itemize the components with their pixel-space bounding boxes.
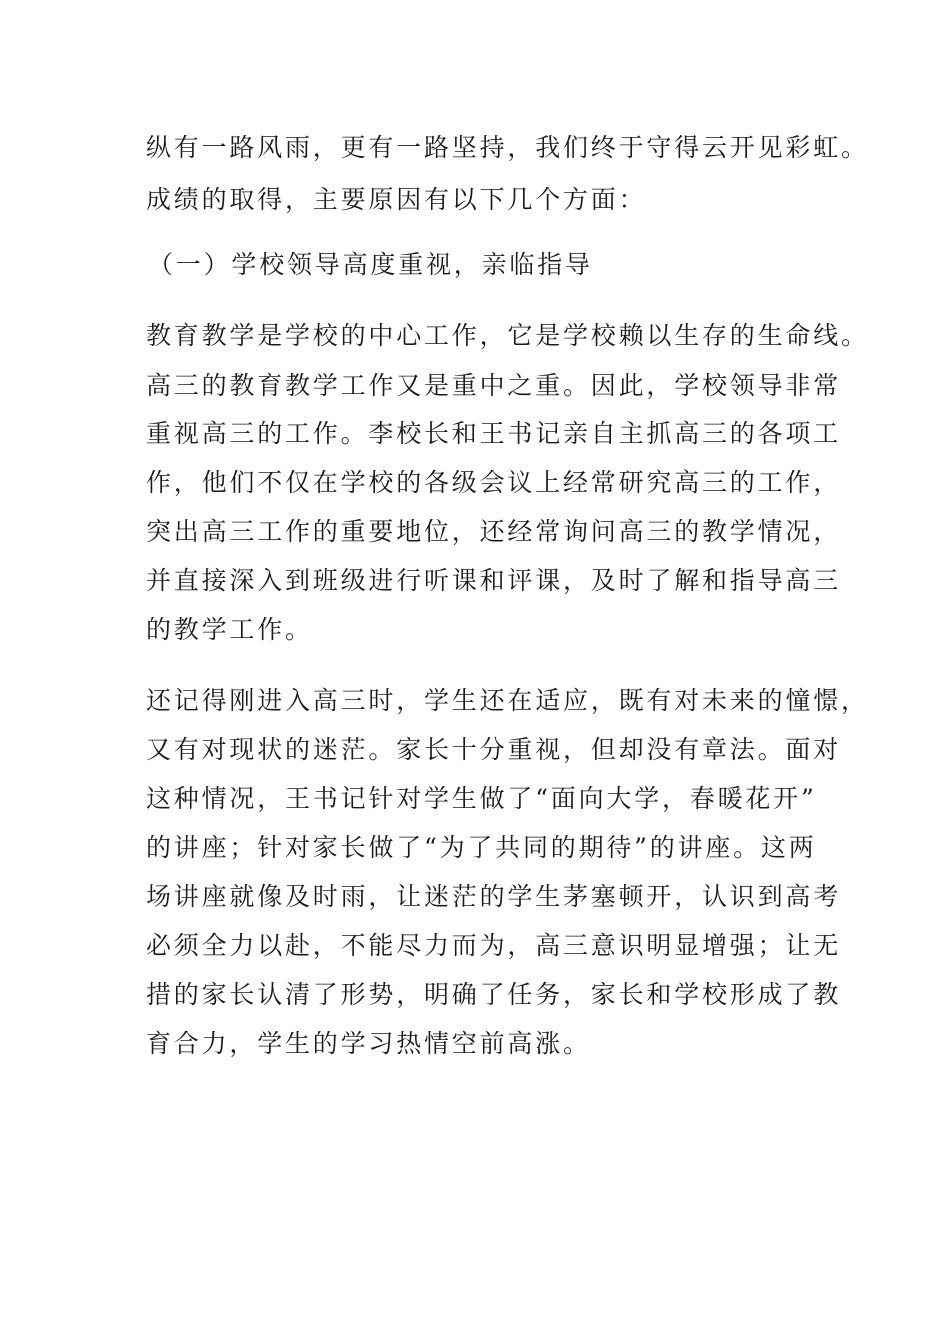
text-line: 并直接深入到班级进行听课和评课，及时了解和指导高三 — [146, 566, 842, 595]
text-line: 纵有一路风雨，更有一路坚持，我们终于守得云开见彩虹。 — [146, 133, 869, 162]
text-line: 还记得刚进入高三时，学生还在适应，既有对未来的憧憬， — [146, 686, 869, 715]
text-line: 育合力，学生的学习热情空前高涨。 — [146, 1029, 591, 1058]
section-heading: （一）学校领导高度重视，亲临指导 — [148, 250, 593, 279]
text-line: 又有对现状的迷茫。家长十分重视，但却没有章法。面对 — [146, 735, 842, 764]
text-line: 成绩的取得，主要原因有以下几个方面： — [146, 185, 647, 214]
text-line: 措的家长认清了形势，明确了任务，家长和学校形成了教 — [146, 980, 842, 1009]
text-line: 教育教学是学校的中心工作，它是学校赖以生存的生命线。 — [146, 321, 869, 350]
text-line: 的讲座；针对家长做了“为了共同的期待”的讲座。这两 — [146, 833, 817, 862]
text-line: 突出高三工作的重要地位，还经常询问高三的教学情况， — [146, 517, 842, 546]
text-line: 作，他们不仅在学校的各级会议上经常研究高三的工作， — [146, 468, 842, 497]
text-line: 必须全力以赴，不能尽力而为，高三意识明显增强；让无 — [146, 931, 842, 960]
text-line: 的教学工作。 — [146, 615, 313, 644]
text-line: 高三的教育教学工作又是重中之重。因此，学校领导非常 — [146, 371, 842, 400]
text-line: 场讲座就像及时雨，让迷茫的学生茅塞顿开，认识到高考 — [146, 882, 842, 911]
text-line: 重视高三的工作。李校长和王书记亲自主抓高三的各项工 — [146, 419, 842, 448]
text-line: 这种情况，王书记针对学生做了“面向大学，春暖花开” — [146, 784, 817, 813]
